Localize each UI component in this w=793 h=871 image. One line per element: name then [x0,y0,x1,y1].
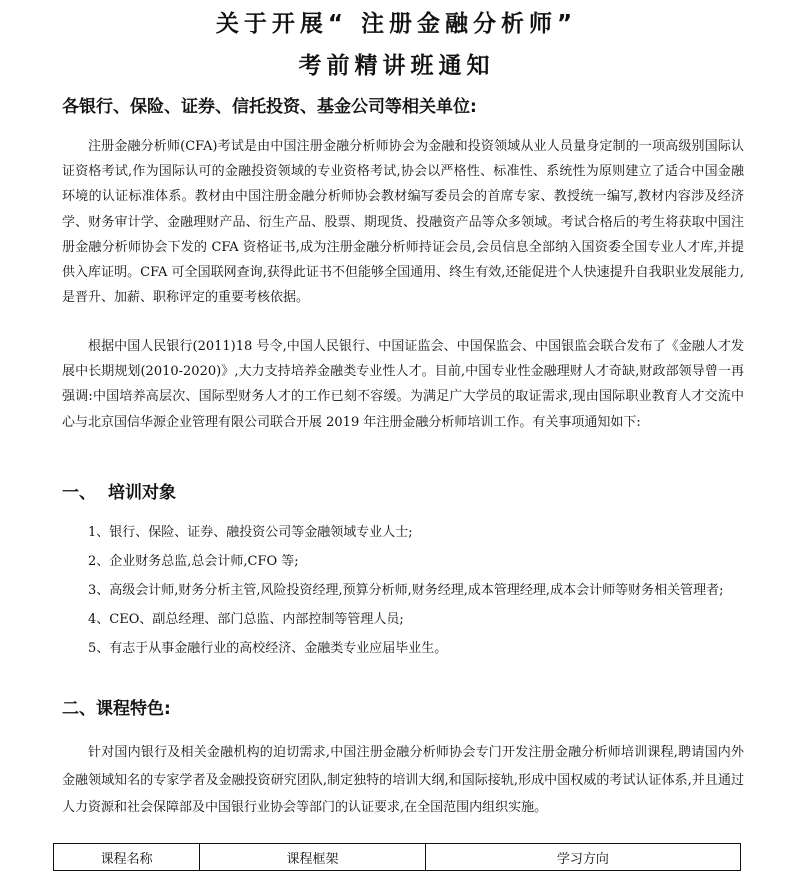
section-number: 一、 [62,483,96,503]
background-paragraph: 根据中国人民银行(2011)18 号令,中国人民银行、中国证监会、中国保监会、中国银监会联合发布了《金融人才发展中长期规划(2010-2020)》,大力支持培养金融类专业性人才。目前,中国专业性金融理财人才奇缺,财政部领导曾一再强调:中国培养高层次、国际型财务人才的工作已刻不容缓。为满足广大学员的取证需求,现由国际职业教育人才交流中心与北京国信华源企业管理有限公司联合开展 2019 年注册金融分析师培训工作。有关事项通知如下: [62,339,744,430]
section-heading-training-targets [62,480,762,506]
course-table [53,843,741,871]
recipient-line: 各银行、保险、证券、信托投资、基金公司等相关单位: [62,97,477,117]
table-header-row [54,844,741,871]
course-features-paragraph: 针对国内银行及相关金融机构的迫切需求,中国注册金融分析师协会专门开发注册金融分析师培训课程,聘请国内外金融领域知名的专家学者及金融投资研究团队,制定独特的培训大纲,和国际接轨,形成中国权威的考试认证体系,并且通过人力资源和社会保障部及中国银行业协会等部门的认证要求,在全国范围内组织实施。 [62,745,744,815]
section-heading-course-features: 二、课程特色: [62,699,171,719]
list-item: 2、企业财务总监,总会计师,CFO 等; [88,554,299,569]
training-target-list [62,518,744,663]
title-line-1: 关于开展“ 注册金融分析师” [215,11,578,37]
list-item: 4、CEO、副总经理、部门总监、内部控制等管理人员; [88,612,404,627]
list-item: 3、高级会计师,财务分析主管,风险投资经理,预算分析师,财务经理,成本管理经理,成本会计师等财务相关管理者; [88,583,724,598]
table-header-course-framework: 课程框架 [200,844,426,871]
table-header-course-name: 课程名称 [54,844,200,871]
intro-paragraph-cfa: 注册金融分析师(CFA)考试是由中国注册金融分析师协会为金融和投资领域从业人员量身定制的一项高级别国际认证资格考试,作为国际认可的金融投资领域的专业资格考试,协会以严格性、标准性、系统性为原则建立了适合中国金融环境的认证标准体系。教材由中国注册金融分析师协会教材编写委员会的首席专家、教授统一编写,教材内容涉及经济学、财务审计学、金融理财产品、衍生产品、股票、期现货、投融资产品等众多领域。考试合格后的考生将获取中国注册金融分析师协会下发的 CFA 资格证书,成为注册金融分析师持证会员,会员信息全部纳入国资委全国专业人才库,并提供入库证明。CFA 可全国联网查询,获得此证书不但能够全国通用、终生有效,还能促进个人快速提升自我职业发展能力,是晋升、加薪、职称评定的重要考核依据。 [62,139,744,306]
list-item: 1、银行、保险、证券、融投资公司等金融领域专业人士; [88,525,413,540]
list-item: 5、有志于从事金融行业的高校经济、金融类专业应届毕业生。 [88,641,448,656]
table-header-study-direction: 学习方向 [425,844,740,871]
section-title: 培训对象 [108,483,176,503]
title-line-2: 考前精讲班通知 [298,53,495,79]
